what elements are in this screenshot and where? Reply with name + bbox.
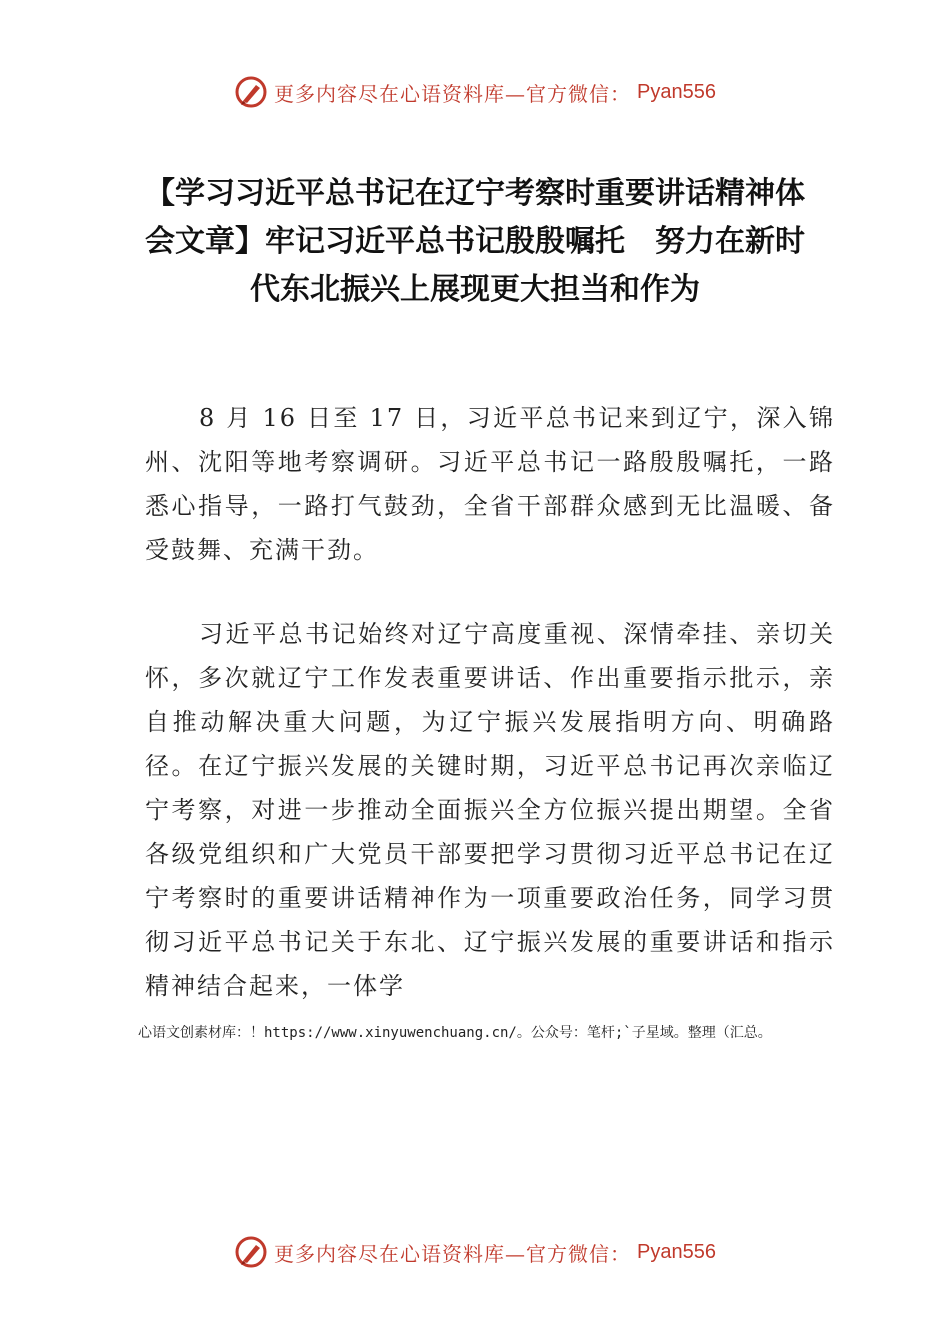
- header-banner: [0, 72, 950, 112]
- footer-banner-text: 更多内容尽在心语资料库—官方微信：: [274, 1241, 632, 1266]
- source-footnote: 心语文创素材库：！https://www.xinyuwenchuang.cn/。公众号：笔杆;`子星域。整理（汇总。: [138, 1025, 772, 1041]
- footer-banner: [0, 1232, 950, 1272]
- footer-banner-handle: Pyan556: [637, 1240, 716, 1263]
- page-title: 【学习习近平总书记在辽宁考察时重要讲话精神体会文章】牢记习近平总书记殷殷嘱托 努力在新时代东北振兴上展现更大担当和作为: [145, 176, 805, 307]
- header-banner-handle: Pyan556: [637, 80, 716, 103]
- pen-logo-icon: [234, 1235, 268, 1269]
- header-banner-text: 更多内容尽在心语资料库—官方微信：: [274, 81, 632, 106]
- body-paragraph-1: 8 月 16 日至 17 日，习近平总书记来到辽宁，深入锦州、沈阳等地考察调研。习近平总书记一路殷殷嘱托，一路悉心指导，一路打气鼓劲，全省干部群众感到无比温暖、备受鼓舞、充满干劲。: [145, 404, 835, 564]
- body-paragraph-2: 习近平总书记始终对辽宁高度重视、深情牵挂、亲切关怀，多次就辽宁工作发表重要讲话、作出重要指示批示，亲自推动解决重大问题，为辽宁振兴发展指明方向、明确路径。在辽宁振兴发展的关键时期，习近平总书记再次亲临辽宁考察，对进一步推动全面振兴全方位振兴提出期望。全省各级党组织和广大党员干部要把学习贯彻习近平总书记在辽宁考察时的重要讲话精神作为一项重要政治任务，同学习贯彻习近平总书记关于东北、辽宁振兴发展的重要讲话和指示精神结合起来，一体学: [145, 620, 835, 1000]
- pen-logo-icon: [234, 75, 268, 109]
